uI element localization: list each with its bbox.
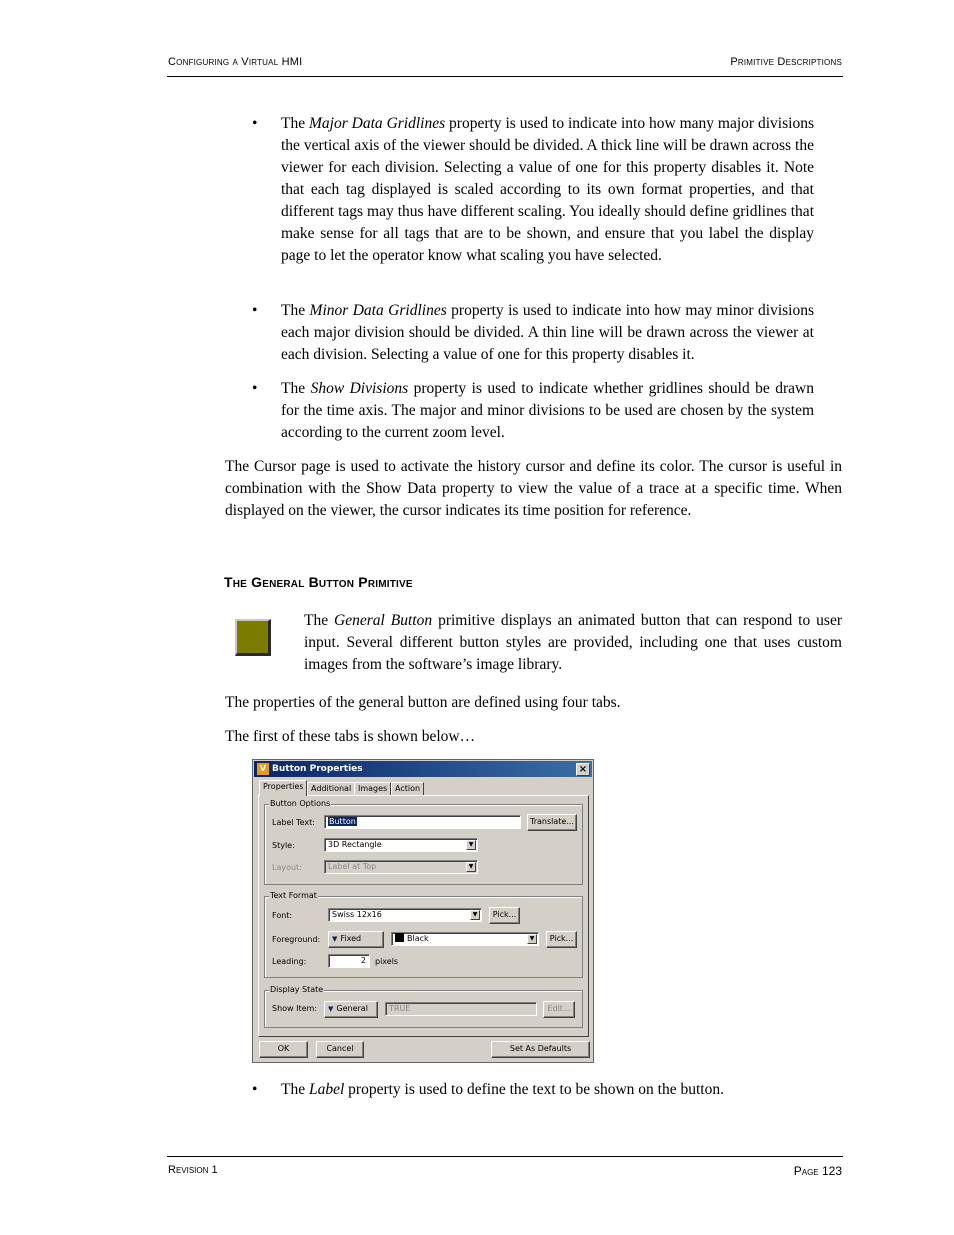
text-format-group — [264, 891, 583, 978]
tab-action[interactable]: Action — [391, 782, 424, 795]
show-item-value[interactable]: TRUE — [385, 1002, 537, 1016]
bullet-minor-gridlines: • The Minor Data Gridlines property is used to indicate into how may minor divisions each major division should be divided. A thin line will be drawn across the viewer at each division. Selecting a value of one for this property disables it. — [252, 302, 814, 363]
dialog-title-bar — [254, 761, 592, 777]
bullet-show-divisions: • The Show Divisions property is used to indicate whether gridlines should be drawn for the time axis. The major and minor divisions to be used are chosen by the system according to the current zoom level. — [252, 380, 814, 441]
group-legend: Text Format — [270, 891, 317, 900]
bullet-major-gridlines: • The Major Data Gridlines property is used to indicate into how many major divisions the vertical axis of the viewer should be divided. A thick line will be drawn across the viewer for each division. Selecting a value of one for this property disables it. Note that each tag displayed is scaled according to its own format properties, and that different tags may thus have different scaling. You ideally should define gridlines that make sense for all tags that are to be shown, and ensure that you label the display page to let the operator know what scaling you have selected. — [252, 115, 814, 264]
term: Show Divisions — [310, 380, 409, 397]
tab-properties[interactable]: Properties — [259, 780, 307, 796]
properties-panel — [258, 795, 589, 1037]
foreground-label: Foreground: — [272, 935, 321, 944]
layout-select[interactable]: Label at Top ▼ — [324, 860, 478, 874]
display-state-group — [264, 985, 583, 1028]
footer-revision: Revision 1 — [168, 1164, 218, 1176]
layout-label: Layout: — [272, 863, 302, 872]
chevron-down-icon: ▼ — [466, 840, 476, 850]
tab-images[interactable]: Images — [354, 782, 391, 795]
general-button-icon — [235, 619, 271, 656]
close-icon[interactable]: × — [576, 763, 590, 776]
section-title: The General Button Primitive — [224, 574, 413, 590]
header-right: Primitive Descriptions — [730, 56, 842, 68]
button-properties-dialog — [252, 759, 594, 1063]
label-text-input[interactable]: Button — [324, 815, 521, 829]
ok-button[interactable]: OK — [259, 1041, 308, 1058]
style-label: Style: — [272, 841, 295, 850]
page-header — [167, 56, 843, 77]
bullet-label: • The Label property is used to define the text to be shown on the button. — [252, 1081, 724, 1098]
foreground-pick-button[interactable]: Pick... — [546, 931, 577, 948]
tabs-paragraph: The properties of the general button are defined using four tabs. — [225, 694, 621, 711]
footer-page-number: Page 123 — [793, 1164, 842, 1178]
leading-label: Leading: — [272, 957, 307, 966]
leading-unit: pixels — [375, 957, 399, 966]
header-left: Configuring a Virtual HMI — [168, 56, 303, 68]
font-label: Font: — [272, 911, 293, 920]
label-text-label: Label Text: — [272, 818, 315, 827]
leading-input[interactable]: 2 — [328, 954, 370, 968]
color-swatch — [395, 933, 404, 942]
foreground-color-select[interactable]: Black ▼ — [391, 932, 539, 946]
term: Minor Data Gridlines — [309, 302, 447, 319]
tab-additional[interactable]: Additional — [307, 782, 355, 795]
triangle-down-icon: ▼ — [332, 935, 338, 943]
intro-paragraph: The General Button primitive displays an animated button that can respond to user input. Several different button styles are provided, including one that uses custom images from the software’s image library. — [304, 612, 842, 673]
button-options-group — [264, 799, 583, 885]
edit-button[interactable]: Edit... — [543, 1001, 575, 1018]
app-icon: V — [257, 763, 269, 775]
cursor-paragraph: The Cursor page is used to activate the history cursor and define its color. The cursor is useful in combination with the Show Data property to view the value of a trace at a specific time. When displayed on the viewer, the cursor indicates its time position for reference. — [225, 458, 842, 519]
foreground-mode-button[interactable]: ▼ Fixed — [328, 931, 384, 948]
first-tab-paragraph: The first of these tabs is shown below… — [225, 728, 476, 745]
cancel-button[interactable]: Cancel — [316, 1041, 364, 1058]
group-legend: Display State — [270, 985, 324, 994]
group-legend: Button Options — [270, 799, 331, 808]
chevron-down-icon: ▼ — [470, 910, 480, 920]
chevron-down-icon: ▼ — [527, 934, 537, 944]
term: Major Data Gridlines — [309, 115, 446, 132]
translate-button[interactable]: Translate... — [527, 814, 577, 831]
show-item-mode-button[interactable]: ▼ General — [324, 1001, 378, 1018]
font-select[interactable]: Swiss 12x16 ▼ — [328, 908, 482, 922]
page-footer — [167, 1156, 843, 1179]
chevron-down-icon: ▼ — [466, 862, 476, 872]
style-select[interactable]: 3D Rectangle ▼ — [324, 838, 478, 852]
dialog-title: Button Properties — [272, 764, 363, 774]
font-pick-button[interactable]: Pick... — [489, 907, 520, 924]
triangle-down-icon: ▼ — [328, 1005, 334, 1013]
show-item-label: Show Item: — [272, 1004, 318, 1013]
set-as-defaults-button[interactable]: Set As Defaults — [491, 1041, 590, 1058]
